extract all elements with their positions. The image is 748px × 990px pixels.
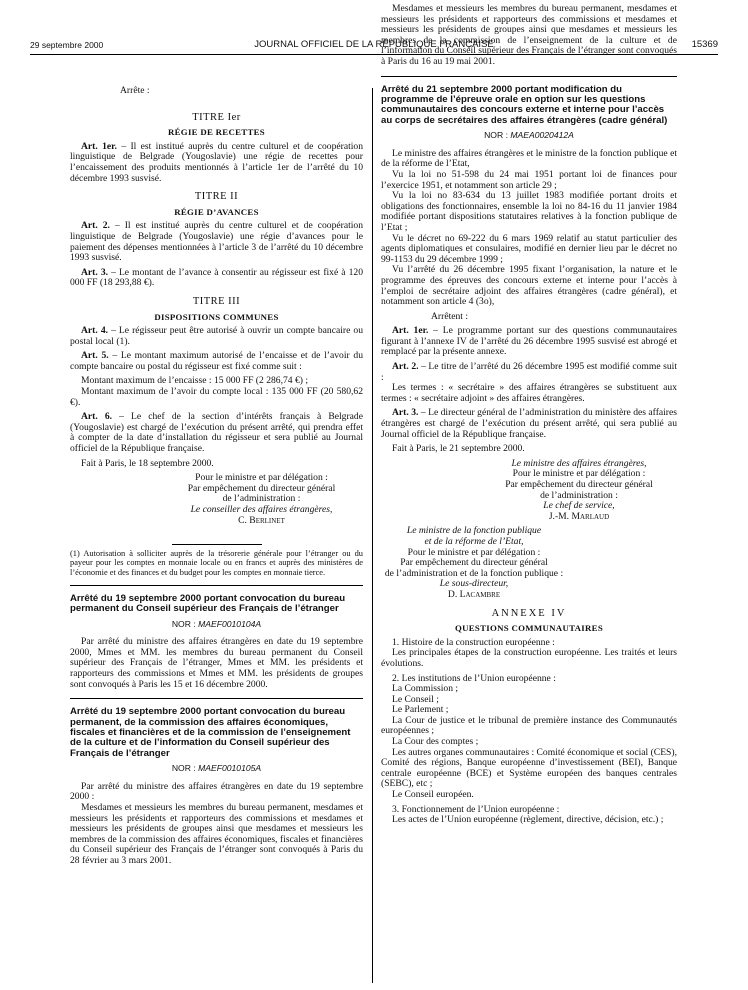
annexe-item: Les actes de l’Union européenne (règlement, directive, décision, etc.) ; [392,814,664,826]
article-2: Art. 2. – Le titre de l’arrêté du 26 décembre 1995 est modifié comme suit : [381,361,678,383]
annexe-item: 3. Fonctionnement de l’Union européenne : [392,803,560,815]
footnote-rule [172,544,262,545]
header-date: 29 septembre 2000 [30,40,104,50]
arrete-heading: Arrêté du 19 septembre 2000 portant convocation du bureau permanent du Conseil supérieur des Français de l’étranger [70,592,346,615]
signature-block [70,473,363,526]
signature-line: de l’administration : [540,489,618,501]
signature-line: Le chef de service, [543,500,615,512]
header-journal-title: JOURNAL OFFICIEL DE LA RÉPUBLIQUE FRANÇAISE [254,39,494,50]
montant-avoir: Montant maximum de l’avoir du compte local : 135 000 FF (20 580,62 €). [70,386,363,408]
left-column [70,86,363,867]
article-2-detail: Les termes : « secrétaire » des affaires étrangères se substituent aux termes : « secrétaire adjoint » des affaires étrangères. [381,382,677,404]
annexe-item: Le Conseil ; [392,693,439,705]
signature-line: Le ministre de la fonction publique [406,525,542,537]
arretent-label: Arrêtent : [431,310,469,322]
convocation-body: Mesdames et messieurs les membres du bureau permanent, mesdames et messieurs les présidents et rapporteurs des commissions et mesdames et messieurs les présidents de groupes ainsi que mesdames et messieurs les membres de la commission de l’enseignement de la culture et de l’information du Conseil supérieur des Français de l’étranger sont convoqués à Paris du 16 au 19 mai 2001. [381,3,677,67]
visa: Vu la loi no 51-598 du 24 mai 1951 portant loi de finances pour l’exercice 1951, et notamment son article 29 ; [381,168,677,191]
titre-2-subtitle: RÉGIE D’AVANCES [174,206,259,217]
titre-3: TITRE III [192,295,241,307]
article-3: Art. 3. – Le montant de l’avance à consentir au régisseur est fixé à 120 000 FF (18 293,88 €). [70,266,363,289]
signature-line: Pour le ministre et par délégation : [407,546,541,558]
section-separator [70,585,363,586]
signatory-name: D. Lacambre [447,588,501,600]
titre-3-subtitle: DISPOSITIONS COMMUNES [154,311,279,322]
article-4: Art. 4. – Le régisseur peut être autorisé à ouvrir un compte bancaire ou postal local (1). [70,325,363,347]
annexe-item: Les autres organes communautaires : Comité économique et social (CES), Comité des régions, Banque européenne d’investissement (BEI), Banque centrale européenne (BCE) et Système européen des banques centrales (SEBC), etc ; [381,746,677,790]
titre-1: TITRE Ier [192,111,241,123]
signatory-name: J.-M. Marlaud [548,510,610,522]
article-1: Art. 1er. – Il est institué auprès du centre culturel et de coopération linguistique de Belgrade (Yougoslavie) une régie de recettes pour l’encaissement des produits mentionnés à l’article 1er de l’arrêté du 10 décembre 1993 susvisé. [70,140,363,184]
montant-encaisse: Montant maximum de l’encaisse : 15 000 FF (2 286,74 €) ; [81,375,309,387]
fait-a-paris: Fait à Paris, le 21 septembre 2000. [392,443,525,455]
footnote: (1) Autorisation à solliciter auprès de la trésorerie générale pour l’étranger ou du payeur pour les comptes en monnaie locale ou en francs et auprès des ministères de l’économie et des finances et du budget pour les comptes en monnaie tierce. [70,549,363,577]
annexe-item: 1. Histoire de la construction européenne : [392,636,555,648]
signature-line: de l’administration : [222,493,301,505]
arrete-heading: Arrêté du 21 septembre 2000 portant modification du programme de l’épreuve orale en option sur les questions communautaires des concours externe et interne pour l’accès au corps de secrétaires des affaires étrangères (cadre général) [381,83,668,126]
arrete-body: Par arrêté du ministre des affaires étrangères en date du 19 septembre 2000 : [70,780,363,803]
arrete-label: Arrête : [120,85,150,96]
nor-reference: NOR : MAEF0010104A [171,618,262,629]
nor-reference: NOR : MAEA0020412A [484,130,574,141]
visa: Vu le décret no 69-222 du 6 mars 1969 relatif au statut particulier des agents diplomatiques et consulaires, modifié en dernier lieu par le décret no 99-1153 du 29 décembre 1999 ; [381,232,677,265]
annexe-item: Le Parlement ; [392,704,449,716]
annexe-title: ANNEXE IV [491,607,567,619]
column-divider [372,88,373,983]
right-column [381,3,678,826]
section-separator [70,698,363,699]
header-page-number: 15369 [691,39,718,50]
signatory-name: C. Berlinet [238,514,285,526]
annexe-item: La Commission ; [392,683,459,695]
titre-1-subtitle: RÉGIE DE RECETTES [167,127,265,138]
article-5: Art. 5. – Le montant maximum autorisé de l’encaisse et de l’avoir du compte bancaire ou postal du régisseur est fixé comme suit : [70,350,363,372]
fait-a-paris: Fait à Paris, le 18 septembre 2000. [81,457,214,469]
arrete-body: Par arrêté du ministre des affaires étrangères en date du 19 septembre 2000, Mmes et MM. les membres du bureau permanent du Conseil supérieur des Français de l’étranger, Mmes et MM. les présidents et rapporteurs des commissions et Mmes et MM. les présidents de groupes sont convoqués à Paris les 15 et 16 décembre 2000. [70,636,363,690]
signature-line: Par empêchement du directeur général [505,479,653,490]
annexe-item: Le Conseil européen. [392,789,474,801]
section-separator [381,76,677,77]
annexe-item: La Cour de justice et le tribunal de première instance des Communautés européennes ; [381,714,677,737]
signature-line: Pour le ministre et par délégation : [512,468,646,480]
signature-line: et de la réforme de l’Etat, [424,535,524,547]
annexe-item: Les principales étapes de la construction européenne. Les traités et leurs évolutions. [381,647,677,669]
signature-line: Le sous-directeur, [439,578,509,590]
titre-2: TITRE II [194,191,239,203]
article-6: Art. 6. – Le chef de la section d’intérêts français à Belgrade (Yougoslavie) est chargé de l’exécution du présent arrêté, qui prendra effet à compter de la date d’installation du régisseur et sera publié au Journal officiel de la République française. [70,411,363,455]
signature-block [381,526,677,600]
article-3: Art. 3. – Le directeur général de l’administration du ministère des affaires étrangères est chargé de l’exécution du présent arrêté, qui sera publié au Journal officiel de la République française. [381,407,677,440]
annexe-item: 2. Les institutions de l’Union européenne : [392,672,556,684]
nor-reference: NOR : MAEF0010105A [171,763,262,774]
signature-line: Le conseiller des affaires étrangères, [190,504,333,515]
signature-line: de l’administration et de la fonction publique : [384,567,564,579]
signature-block [381,459,677,523]
visa: Vu l’arrêté du 26 décembre 1995 fixant l’organisation, la nature et le programme des épreuves des concours externe et interne pour l’accès à l’emploi de secrétaire adjoint des affaires étrangères (cadre général), et notamment son article 4 (3o), [381,264,677,308]
arrete-body: Mesdames et messieurs les membres du bureau permanent, mesdames et messieurs les présidents et rapporteurs des commissions et mesdames et messieurs les présidents de groupes ainsi que mesdames et messieurs les membres de la commission des affaires économiques, fiscales et financières du Conseil supérieur des Français de l’étranger sont convoqués à Paris du 28 février au 3 mars 2001. [70,801,363,866]
signature-line: Le ministre des affaires étrangères, [511,457,647,469]
annexe-item: La Cour des comptes ; [392,736,479,748]
article-2: Art. 2. – Il est institué auprès du centre culturel et de coopération linguistique de Belgrade (Yougoslavie) une régie d’avances pour le paiement des dépenses mentionnées à l’article 3 de l’arrêté du 10 décembre 1993 susvisé. [70,220,364,264]
arrete-heading: Arrêté du 19 septembre 2000 portant convocation du bureau permanent, de la commission des affaires économiques, fiscales et financières et de la commission de l’enseignement de la culture et de l’information du Conseil supérieur des Français de l’étranger [70,706,351,759]
signature-line: Par empêchement du directeur général [400,557,548,569]
signature-line: Par empêchement du directeur général [187,482,336,494]
visa: Vu la loi no 83-634 du 13 juillet 1983 modifiée portant droits et obligations des fonctionnaires, ensemble la loi no 84-16 du 11 janvier 1984 modifiée portant dispositions statutaires relatives à la fonction publique de l’Etat ; [381,190,677,233]
annexe-subtitle: QUESTIONS COMMUNAUTAIRES [454,623,604,634]
article-1: Art. 1er. – Le programme portant sur des questions communautaires figurant à l’annexe IV de l’arrêté du 26 décembre 1995 susvisé est abrogé et remplacé par la présente annexe. [381,325,677,358]
visa: Le ministre des affaires étrangères et le ministre de la fonction publique et de la réforme de l’Etat, [381,147,677,170]
signature-line: Pour le ministre et par délégation : [195,472,328,484]
